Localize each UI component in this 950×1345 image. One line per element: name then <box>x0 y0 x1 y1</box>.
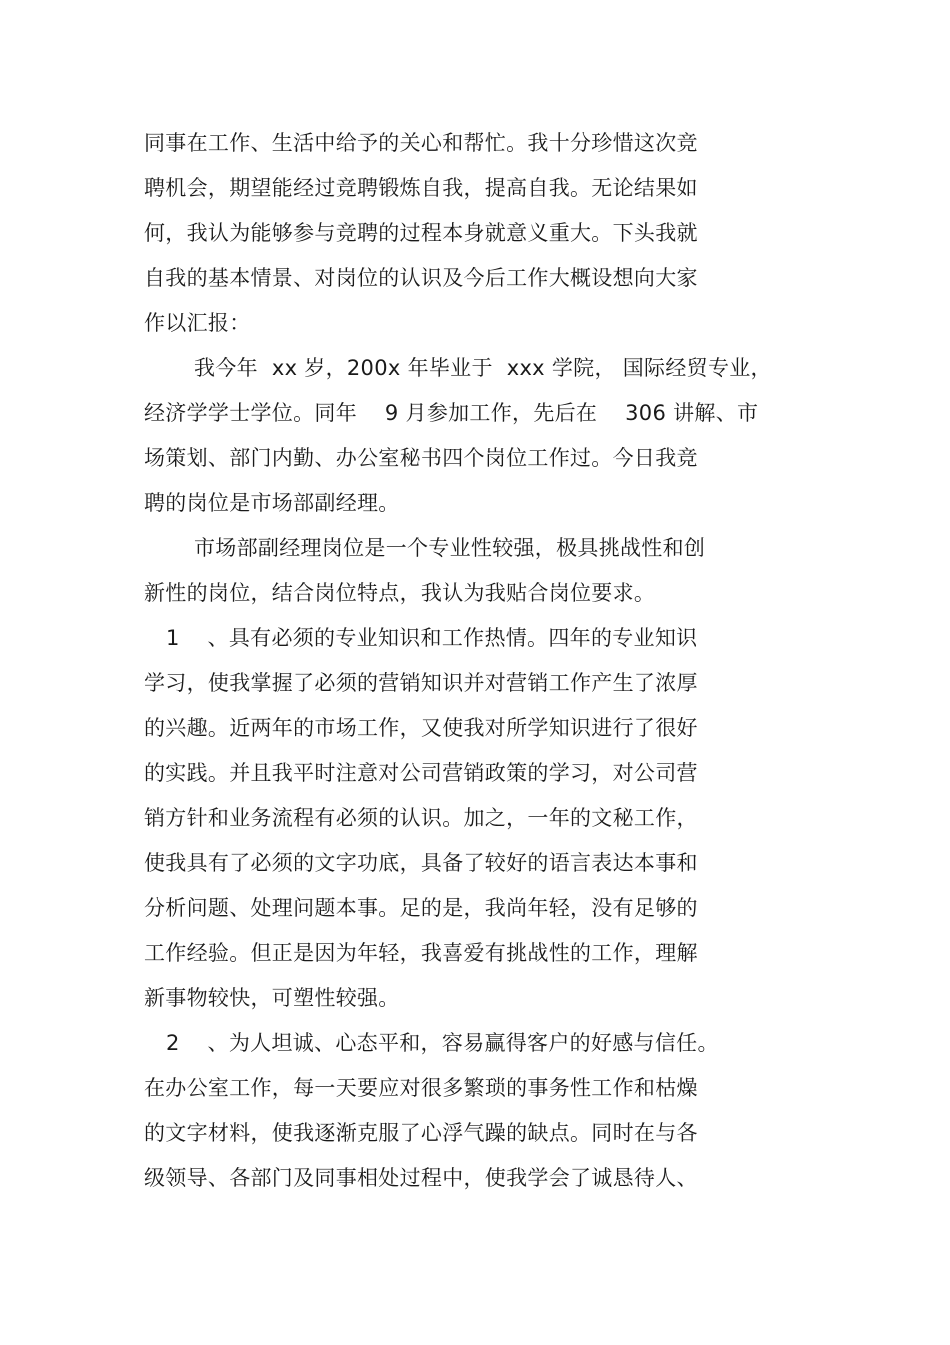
text-line-6: 我今年 xx 岁，200x 年毕业于 xxx 学院， 国际经贸专业， <box>194 356 772 380</box>
text-line-24: 级领导、各部门及同事相处过程中，使我学会了诚恳待人、 <box>144 1166 698 1190</box>
text-line-12: 1 、具有必须的专业知识和工作热情。四年的专业知识 <box>166 626 698 650</box>
text-line-9: 聘的岗位是市场部副经理。 <box>144 491 400 515</box>
text-line-15: 的实践。并且我平时注意对公司营销政策的学习，对公司营 <box>144 761 698 785</box>
text-line-20: 新事物较快，可塑性较强。 <box>144 986 400 1010</box>
text-line-17: 使我具有了必须的文字功底，具备了较好的语言表达本事和 <box>144 851 698 875</box>
text-line-7: 经济学学士学位。同年 9 月参加工作，先后在 306 讲解、市 <box>144 401 759 425</box>
text-line-8: 场策划、部门内勤、办公室秘书四个岗位工作过。今日我竞 <box>144 446 698 470</box>
text-line-3: 何，我认为能够参与竞聘的过程本身就意义重大。下头我就 <box>144 221 698 245</box>
text-line-1: 同事在工作、生活中给予的关心和帮忙。我十分珍惜这次竞 <box>144 131 698 155</box>
text-line-10: 市场部副经理岗位是一个专业性较强，极具挑战性和创 <box>194 536 706 560</box>
text-line-18: 分析问题、处理问题本事。足的是，我尚年轻，没有足够的 <box>144 896 698 920</box>
text-line-11: 新性的岗位，结合岗位特点，我认为我贴合岗位要求。 <box>144 581 656 605</box>
text-line-14: 的兴趣。近两年的市场工作，又使我对所学知识进行了很好 <box>144 716 698 740</box>
text-line-22: 在办公室工作，每一天要应对很多繁琐的事务性工作和枯燥 <box>144 1076 698 1100</box>
text-line-2: 聘机会，期望能经过竞聘锻炼自我，提高自我。无论结果如 <box>144 176 698 200</box>
text-line-5: 作以汇报： <box>144 311 251 335</box>
text-line-4: 自我的基本情景、对岗位的认识及今后工作大概设想向大家 <box>144 266 698 290</box>
text-line-19: 工作经验。但正是因为年轻，我喜爱有挑战性的工作，理解 <box>144 941 698 965</box>
text-line-16: 销方针和业务流程有必须的认识。加之，一年的文秘工作， <box>144 806 698 830</box>
text-line-23: 的文字材料，使我逐渐克服了心浮气躁的缺点。同时在与各 <box>144 1121 698 1145</box>
text-line-21: 2 、为人坦诚、心态平和，容易赢得客户的好感与信任。 <box>166 1031 719 1055</box>
text-line-13: 学习，使我掌握了必须的营销知识并对营销工作产生了浓厚 <box>144 671 698 695</box>
